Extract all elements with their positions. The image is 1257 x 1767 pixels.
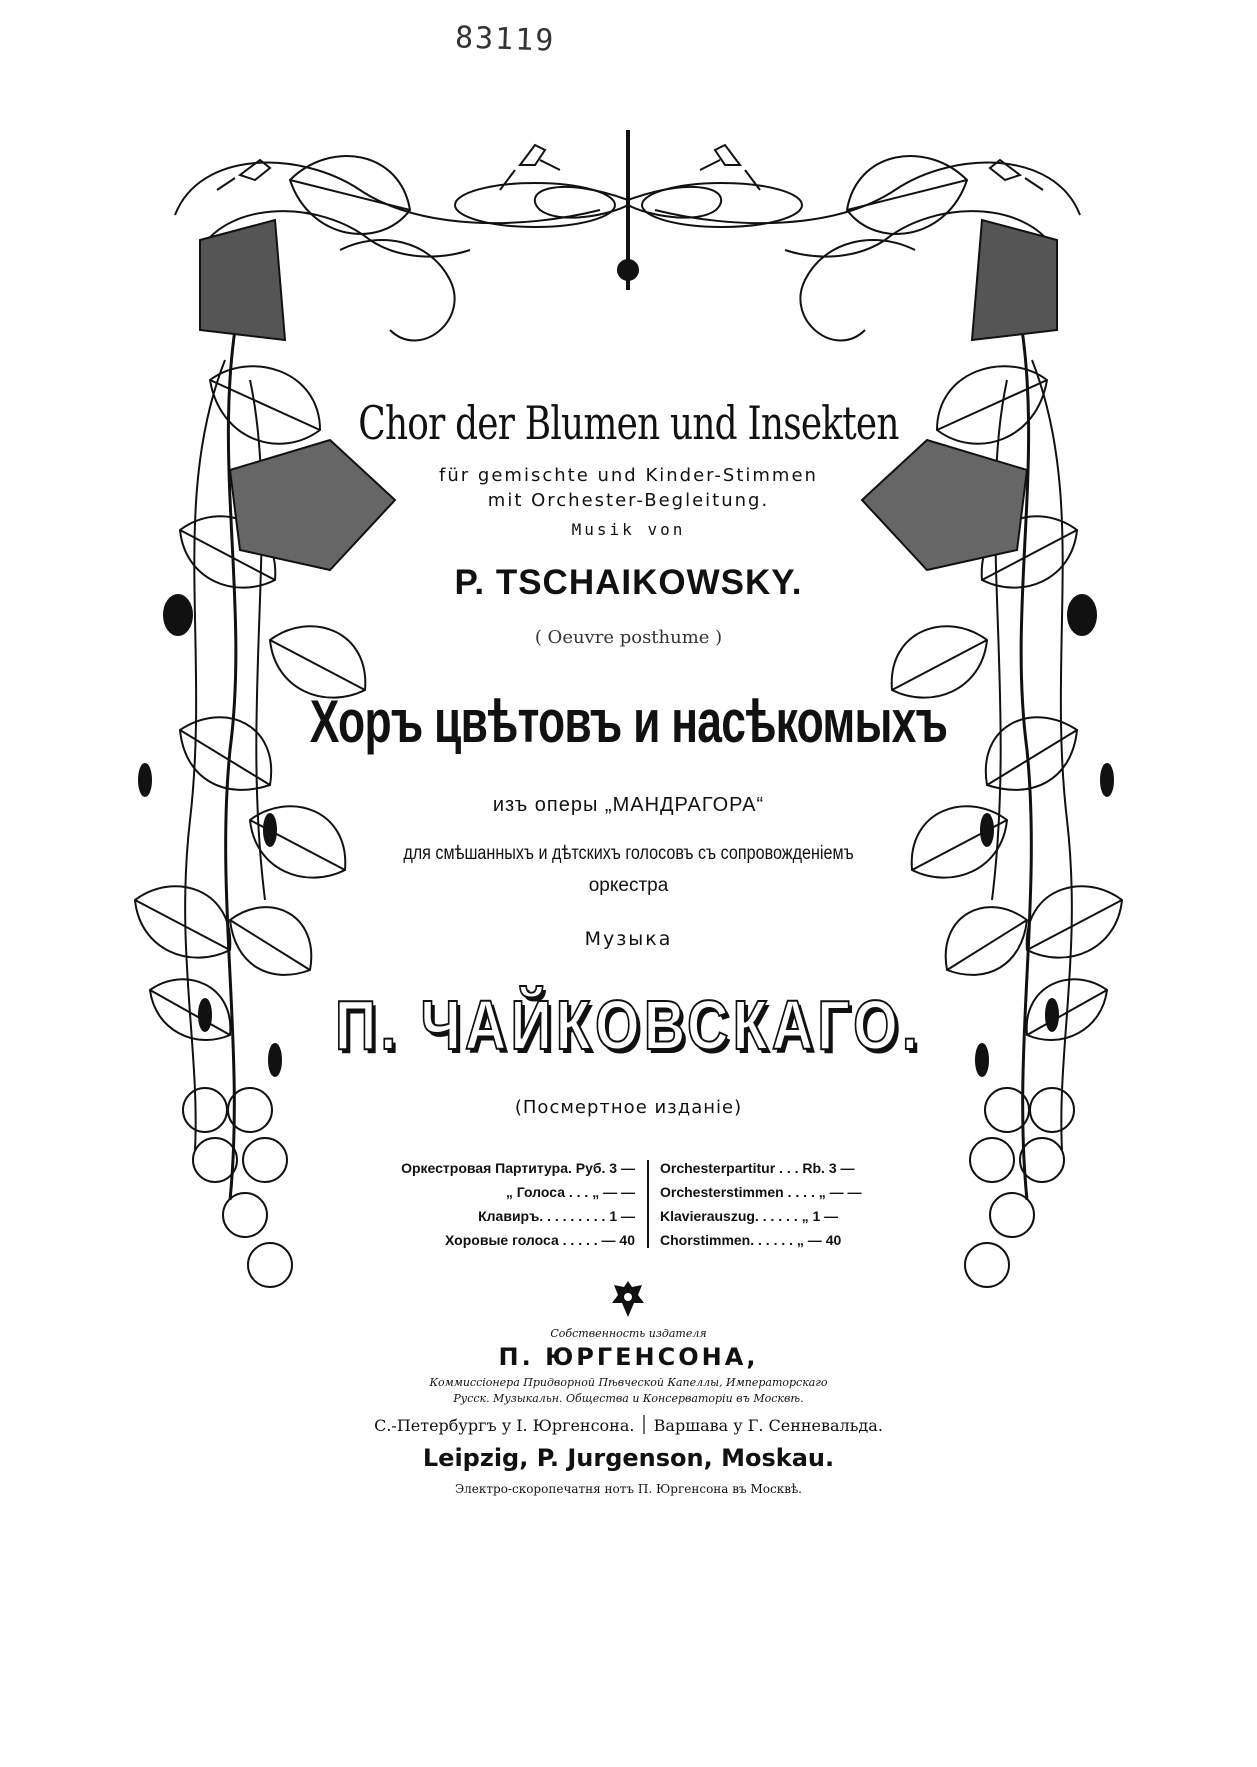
publisher-title-line1: Коммиссіонера Придворной Пѣвческой Капеллы, Императорскаго [429,1376,828,1389]
price-right-row: Orchesterstimmen . . . . „ — — [660,1184,862,1200]
german-subtitle-line1: für gemischte und Kinder-Stimmen [439,465,818,486]
publisher-title-line2: Русск. Музыкальн. Общества и Консерваторіи въ Москвѣ. [453,1392,804,1405]
imperial-eagle-icon [608,1277,648,1321]
price-right-row: Chorstimmen. . . . . . „ — 40 [660,1232,842,1248]
price-left-row: Оркестровая Партитура. Руб. 3 — [401,1160,635,1176]
german-composer: P. TSCHAIKOWSKY. [454,563,803,602]
german-title: Chor der Blumen und Insekten [358,396,899,450]
price-left-row: Клавиръ. . . . . . . . . 1 — [478,1208,635,1224]
russian-opera: изъ оперы „МАНДРАГОРА“ [492,794,765,816]
russian-edition-note: (Посмертное изданіе) [514,1097,743,1118]
publisher-imprint: Leipzig, P. Jurgenson, Moskau. [422,1444,835,1472]
russian-subtitle-line2: оркестра [588,875,669,896]
publisher-property-note: Собственность издателя [550,1327,707,1340]
price-right-row: Orchesterpartitur . . . Rb. 3 — [660,1160,855,1176]
russian-composer: П. ЧАЙКОВСКАГО. [335,986,922,1064]
price-left-row: Хоровые голоса . . . . . — 40 [445,1232,635,1248]
german-subtitle-line2: mit Orchester-Begleitung. [487,490,770,511]
german-opus-note: ( Oeuvre posthume ) [534,627,723,648]
printer-note: Электро-скоропечатня нотъ П. Юргенсона въ Москвѣ. [454,1482,802,1496]
russian-title: Хоръ цвѣтовъ и насѣкомыхъ [309,688,948,755]
dragonfly-icon [535,130,721,290]
russian-subtitle-line1: для смѣшанныхъ и дѣтскихъ голосовъ съ сопровожденіемъ [403,843,854,864]
publisher-name: П. ЮРГЕНСОНА, [498,1343,759,1371]
library-shelfmark: 83119 [454,20,556,59]
german-music-by: Musik von [571,520,686,539]
publisher-branches: С.-Петербургъ у І. Юргенсона. ׀ Варшава у Г. Сенневальда. [374,1416,883,1435]
price-left-row: „ Голоса . . . „ — — [505,1184,635,1200]
russian-music-by: Музыка [584,928,673,950]
price-divider [647,1160,649,1248]
price-right-row: Klavierauszug. . . . . . „ 1 — [660,1208,839,1224]
